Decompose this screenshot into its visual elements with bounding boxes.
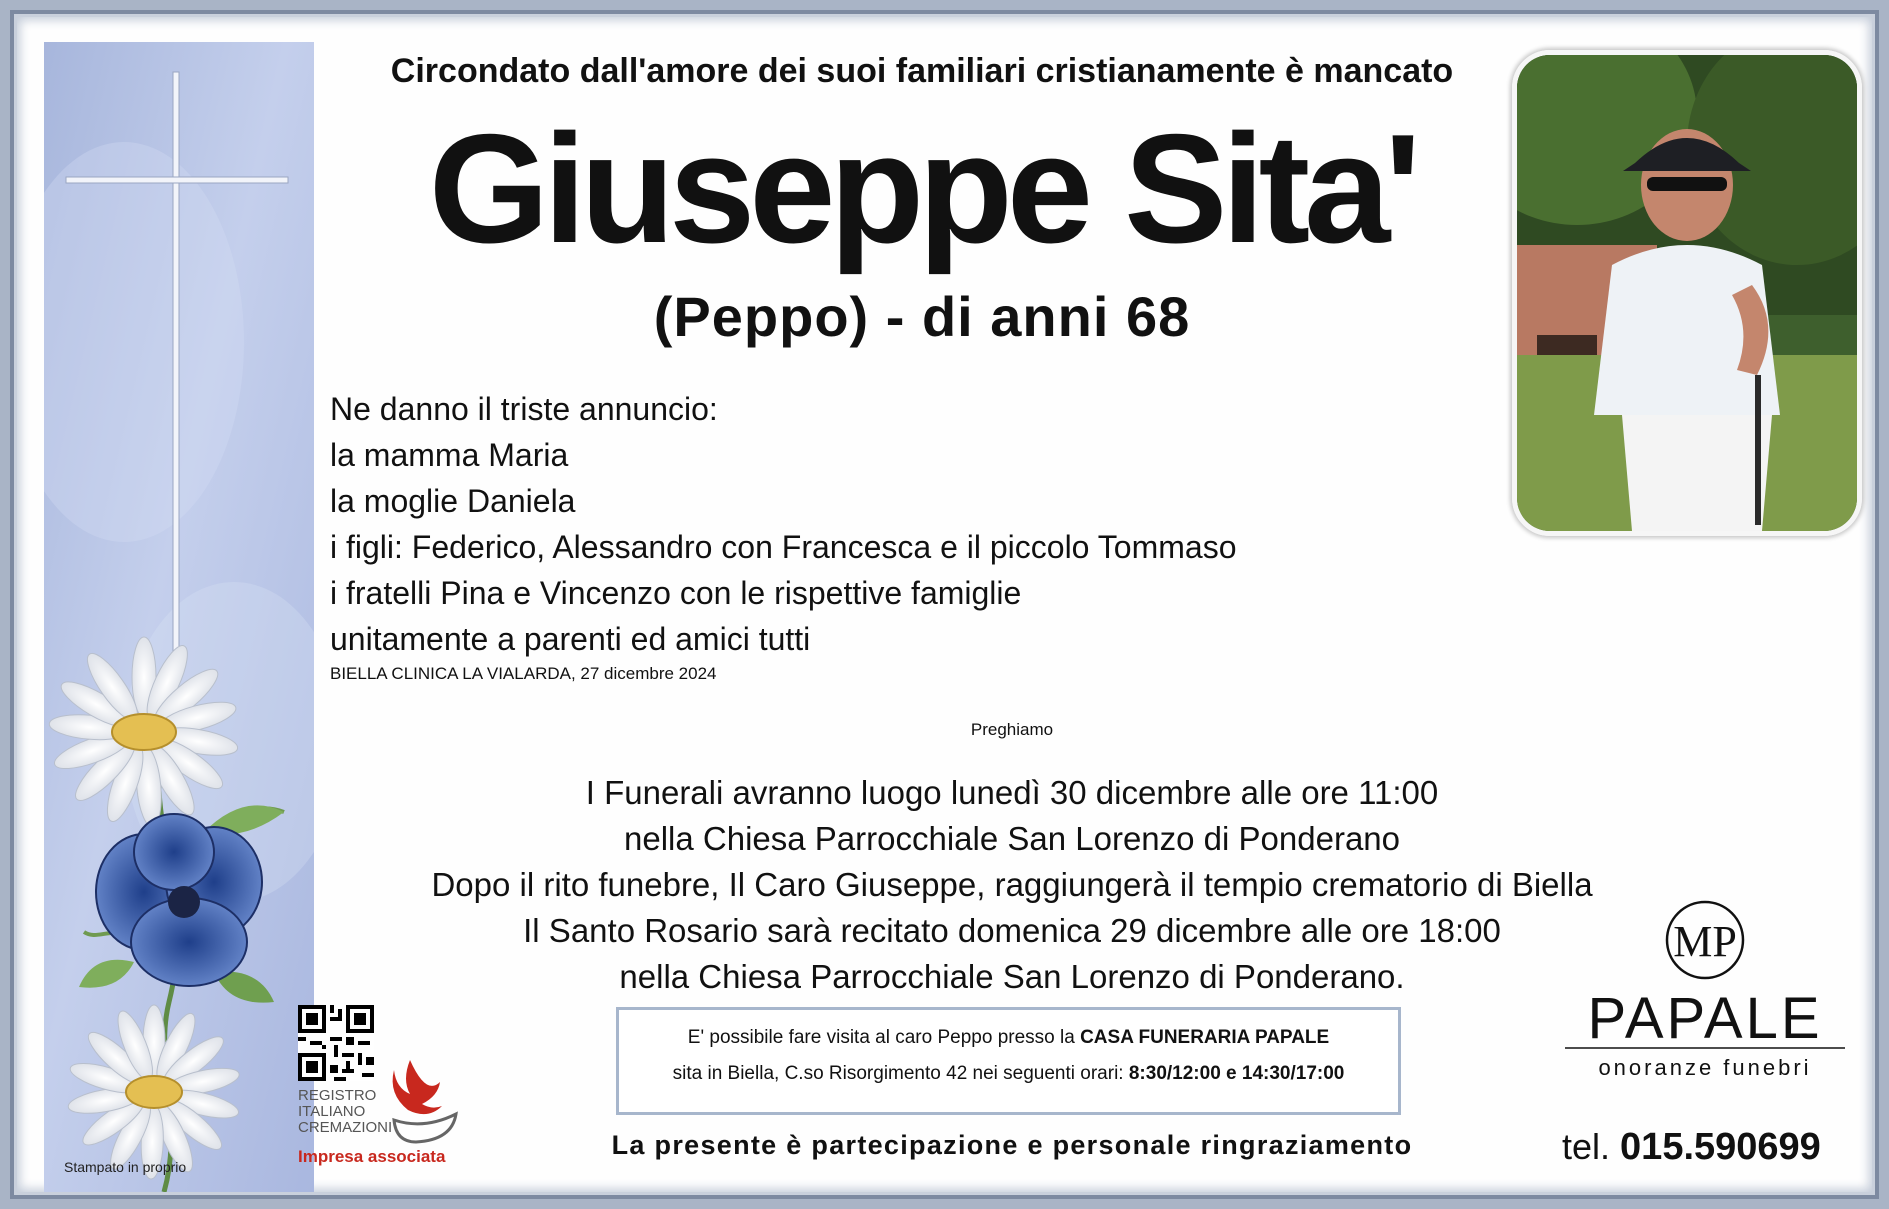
phone-number: 015.590699 — [1620, 1126, 1821, 1168]
announcement-line: la moglie Daniela — [330, 483, 576, 519]
place-date: BIELLA CLINICA LA VIALARDA, 27 dicembre 2024 — [330, 664, 717, 683]
decorative-panel — [44, 42, 314, 1192]
funeral-details — [302, 770, 1722, 1000]
phone-label: tel. — [1562, 1126, 1611, 1167]
prayer-label: Preghiamo — [970, 720, 1054, 739]
registry-line-2: ITALIANO — [298, 1103, 366, 1120]
thanks-line: La presente è partecipazione e personale ringraziamento — [611, 1130, 1413, 1160]
announcement-line: la mamma Maria — [330, 437, 569, 473]
funeral-line: Dopo il rito funebre, Il Caro Giuseppe, raggiungerà il tempio crematorio di Biella — [431, 866, 1593, 903]
funeral-line: nella Chiesa Parrocchiale San Lorenzo di Ponderano. — [619, 958, 1405, 995]
registry-line-1: REGISTRO — [298, 1087, 377, 1104]
announcement-line: unitamente a parenti ed amici tutti — [330, 621, 811, 657]
company-tagline: onoranze funebri — [1598, 1055, 1812, 1080]
visit-line-1 — [619, 1020, 1398, 1056]
company-logo — [1545, 898, 1865, 1088]
phone-contact — [1562, 1126, 1821, 1169]
registry-line-3: CREMAZIONI — [298, 1119, 393, 1136]
cremation-registry-badge — [298, 1050, 478, 1168]
deceased-name: Giuseppe Sita' — [428, 102, 1416, 275]
announcement-line: Ne danno il triste annuncio: — [330, 391, 718, 427]
funeral-line: Il Santo Rosario sarà recitato domenica 29 dicembre alle ore 18:00 — [523, 912, 1501, 949]
visit-line-2-text: sita in Biella, C.so Risorgimento 42 nei seguenti orari: — [672, 1063, 1129, 1084]
monogram-logo-icon — [1667, 902, 1743, 978]
visit-line-2 — [619, 1056, 1398, 1092]
funeral-home-name: CASA FUNERARIA PAPALE — [1080, 1027, 1330, 1048]
nickname-age: (Peppo) - di anni 68 — [653, 285, 1191, 348]
visiting-hours: 8:30/12:00 e 14:30/17:00 — [1128, 1063, 1345, 1084]
intro-line: Circondato dall'amore dei suoi familiari cristianamente è mancato — [390, 52, 1454, 90]
visit-line-1-text: E' possibile fare visita al caro Peppo presso la — [687, 1027, 1081, 1048]
printed-note: Stampato in proprio — [64, 1159, 187, 1175]
monogram-text: MP — [1673, 917, 1737, 966]
funeral-line: nella Chiesa Parrocchiale San Lorenzo di Ponderano — [624, 820, 1400, 857]
announcement-line: i figli: Federico, Alessandro con Francesca e il piccolo Tommaso — [330, 529, 1237, 565]
funeral-line: I Funerali avranno luogo lunedì 30 dicembre alle ore 11:00 — [585, 774, 1439, 811]
registry-label: Impresa associata — [298, 1147, 446, 1166]
visit-info-box — [616, 1007, 1401, 1115]
announcement-block — [330, 386, 1236, 662]
company-name: PAPALE — [1587, 986, 1823, 1051]
phoenix-icon — [393, 1060, 456, 1142]
announcement-line: i fratelli Pina e Vincenzo con le rispettive famiglie — [330, 575, 1022, 611]
deceased-photo — [1512, 50, 1862, 536]
